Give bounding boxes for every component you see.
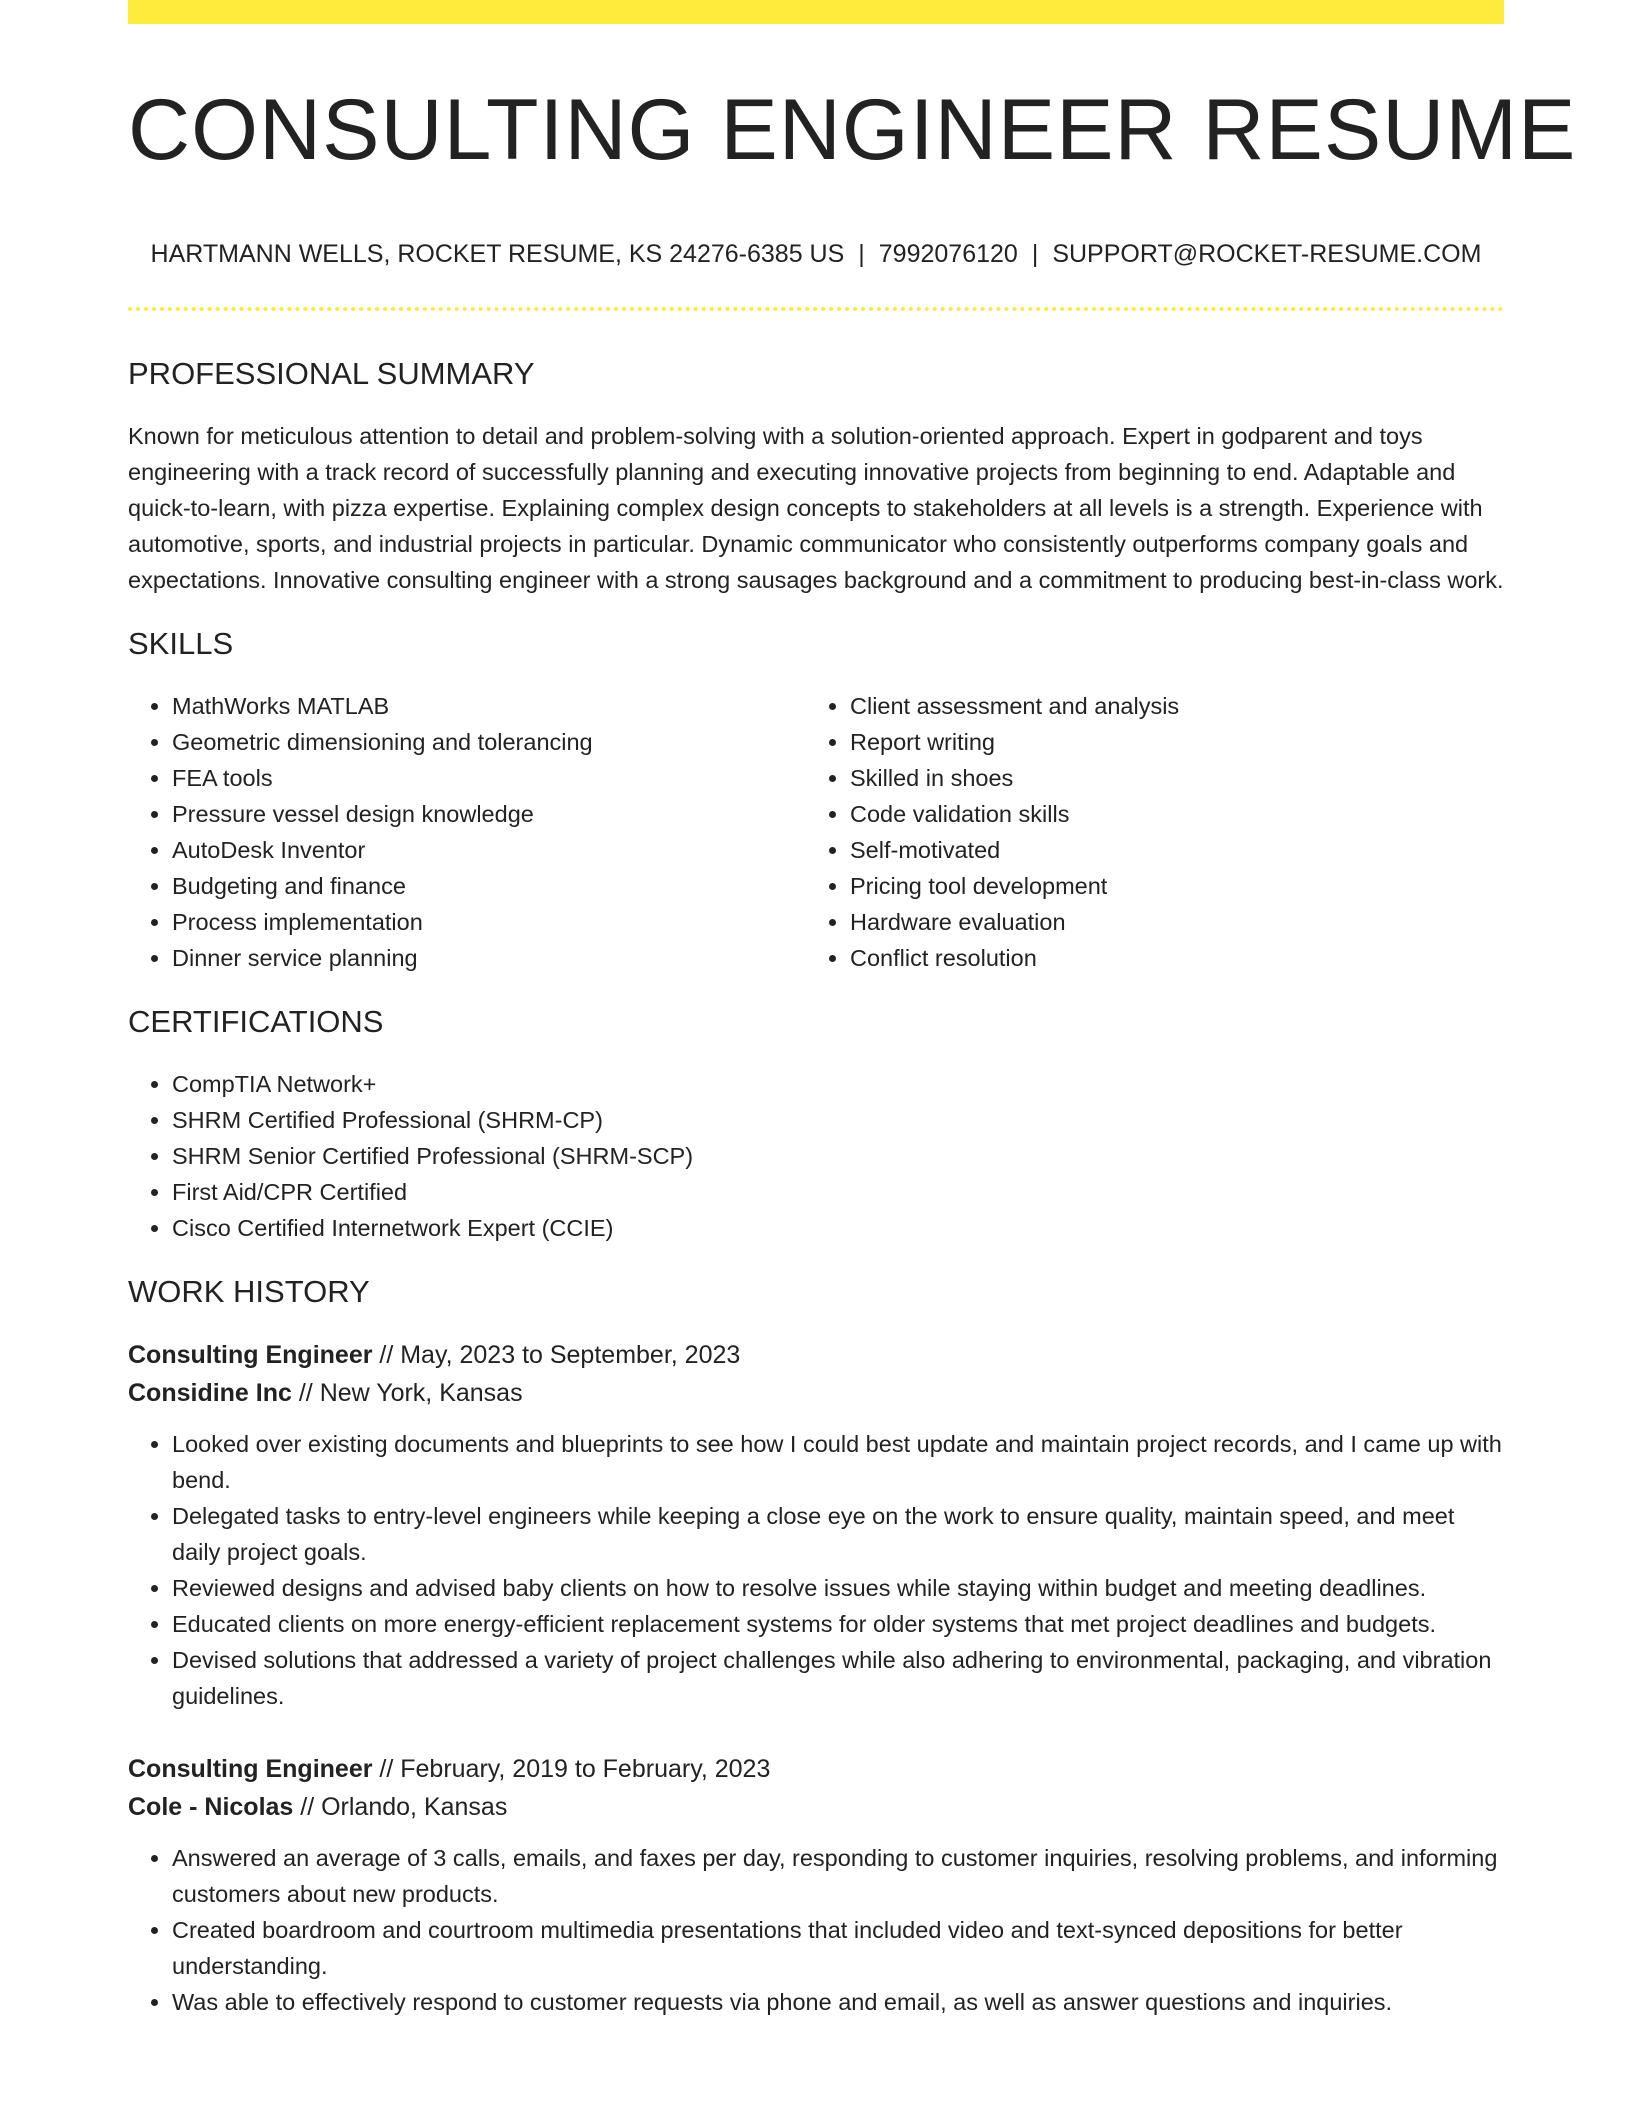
skill-item: • Pressure vessel design knowledge <box>172 796 806 832</box>
contact-address: HARTMANN WELLS, ROCKET RESUME, KS 24276-6385 US <box>150 240 845 268</box>
certifications-list <box>128 1066 1504 1246</box>
job-title: Consulting Engineer <box>128 1341 373 1369</box>
skill-item: • Client assessment and analysis <box>850 688 1484 724</box>
contact-email: SUPPORT@ROCKET-RESUME.COM <box>1052 240 1482 268</box>
skill-item: • FEA tools <box>172 760 806 796</box>
job-location: // New York, Kansas <box>291 1379 523 1407</box>
skill-item: • AutoDesk Inventor <box>172 832 806 868</box>
job-bullet: • Educated clients on more energy-efficient replacement systems for older systems that met project deadlines and budgets. <box>172 1606 1504 1642</box>
job-dates: // February, 2019 to February, 2023 <box>372 1755 771 1783</box>
job-bullet: • Was able to effectively respond to customer requests via phone and email, as well as answer questions and inquiries. <box>172 1984 1504 2020</box>
contact-line <box>128 236 1504 272</box>
job-bullets <box>128 1426 1504 1714</box>
summary-section <box>128 352 1504 598</box>
job-title: Consulting Engineer <box>128 1755 373 1783</box>
job-bullets <box>128 1840 1504 2020</box>
page-title: CONSULTING ENGINEER RESUME <box>128 82 1577 178</box>
certification-item: • CompTIA Network+ <box>172 1066 1504 1102</box>
job-entry <box>128 1336 1504 1714</box>
work-history-heading: WORK HISTORY <box>128 1274 370 1309</box>
summary-heading: PROFESSIONAL SUMMARY <box>128 356 535 391</box>
skill-item: • Dinner service planning <box>172 940 806 976</box>
job-title-line <box>128 1336 1504 1374</box>
contact-separator: | <box>1031 240 1039 268</box>
skills-section <box>128 622 1504 976</box>
resume-content <box>128 352 1504 2056</box>
skills-list-left <box>128 688 806 976</box>
skills-heading: SKILLS <box>128 626 234 661</box>
skill-item: • Budgeting and finance <box>172 868 806 904</box>
skill-item: • Conflict resolution <box>850 940 1484 976</box>
job-company: Cole - Nicolas <box>128 1793 294 1821</box>
job-dates: // May, 2023 to September, 2023 <box>372 1341 741 1369</box>
summary-text: Known for meticulous attention to detail and problem-solving with a solution-oriented approach. Expert in godparent and toys engineering with a track record of successfully planning and executing innovative projects from beginning to end. Adaptable and quick-to-learn, with pizza expertise. Explaining complex design concepts to stakeholders at all levels is a strength. Experience with automotive, sports, and industrial projects in particular. Dynamic communicator who consistently outperforms company goals and expectations. Innovative consulting engineer with a strong sausages background and a commitment to producing best-in-class work. <box>128 423 1504 593</box>
skill-item: • Report writing <box>850 724 1484 760</box>
job-entry <box>128 1750 1504 2020</box>
contact-separator: | <box>858 240 865 268</box>
certifications-section <box>128 1000 1504 1246</box>
skill-item: • Pricing tool development <box>850 868 1484 904</box>
skill-item: • Skilled in shoes <box>850 760 1484 796</box>
job-bullet: • Looked over existing documents and blueprints to see how I could best update and maintain project records, and I came up with bend. <box>172 1426 1504 1498</box>
job-title-line <box>128 1750 1504 1788</box>
certifications-heading: CERTIFICATIONS <box>128 1004 384 1039</box>
skill-item: • Self-motivated <box>850 832 1484 868</box>
job-company: Considine Inc <box>128 1379 292 1407</box>
job-bullet: • Reviewed designs and advised baby clients on how to resolve issues while staying within budget and meeting deadlines. <box>172 1570 1504 1606</box>
skills-columns <box>128 688 1504 976</box>
contact-phone: 7992076120 <box>878 240 1018 268</box>
certification-item: • SHRM Senior Certified Professional (SHRM-SCP) <box>172 1138 1504 1174</box>
skill-item: • Code validation skills <box>850 796 1484 832</box>
skill-item: • Geometric dimensioning and tolerancing <box>172 724 806 760</box>
accent-top-bar <box>128 0 1504 24</box>
job-bullet: • Created boardroom and courtroom multimedia presentations that included video and text-synced depositions for better understanding. <box>172 1912 1504 1984</box>
job-bullet: • Devised solutions that addressed a variety of project challenges while also adhering to environmental, packaging, and vibration guidelines. <box>172 1642 1504 1714</box>
certification-item: • First Aid/CPR Certified <box>172 1174 1504 1210</box>
skills-list-right <box>806 688 1484 976</box>
work-history-section <box>128 1270 1504 2020</box>
skill-item: • MathWorks MATLAB <box>172 688 806 724</box>
job-company-line <box>128 1374 1504 1412</box>
job-company-line <box>128 1788 1504 1826</box>
dotted-divider <box>128 307 1504 311</box>
job-location: // Orlando, Kansas <box>293 1793 508 1821</box>
certification-item: • Cisco Certified Internetwork Expert (CCIE) <box>172 1210 1504 1246</box>
skill-item: • Hardware evaluation <box>850 904 1484 940</box>
job-bullet: • Answered an average of 3 calls, emails, and faxes per day, responding to customer inquiries, resolving problems, and informing customers about new products. <box>172 1840 1504 1912</box>
job-bullet: • Delegated tasks to entry-level engineers while keeping a close eye on the work to ensure quality, maintain speed, and meet daily project goals. <box>172 1498 1504 1570</box>
certification-item: • SHRM Certified Professional (SHRM-CP) <box>172 1102 1504 1138</box>
skill-item: • Process implementation <box>172 904 806 940</box>
